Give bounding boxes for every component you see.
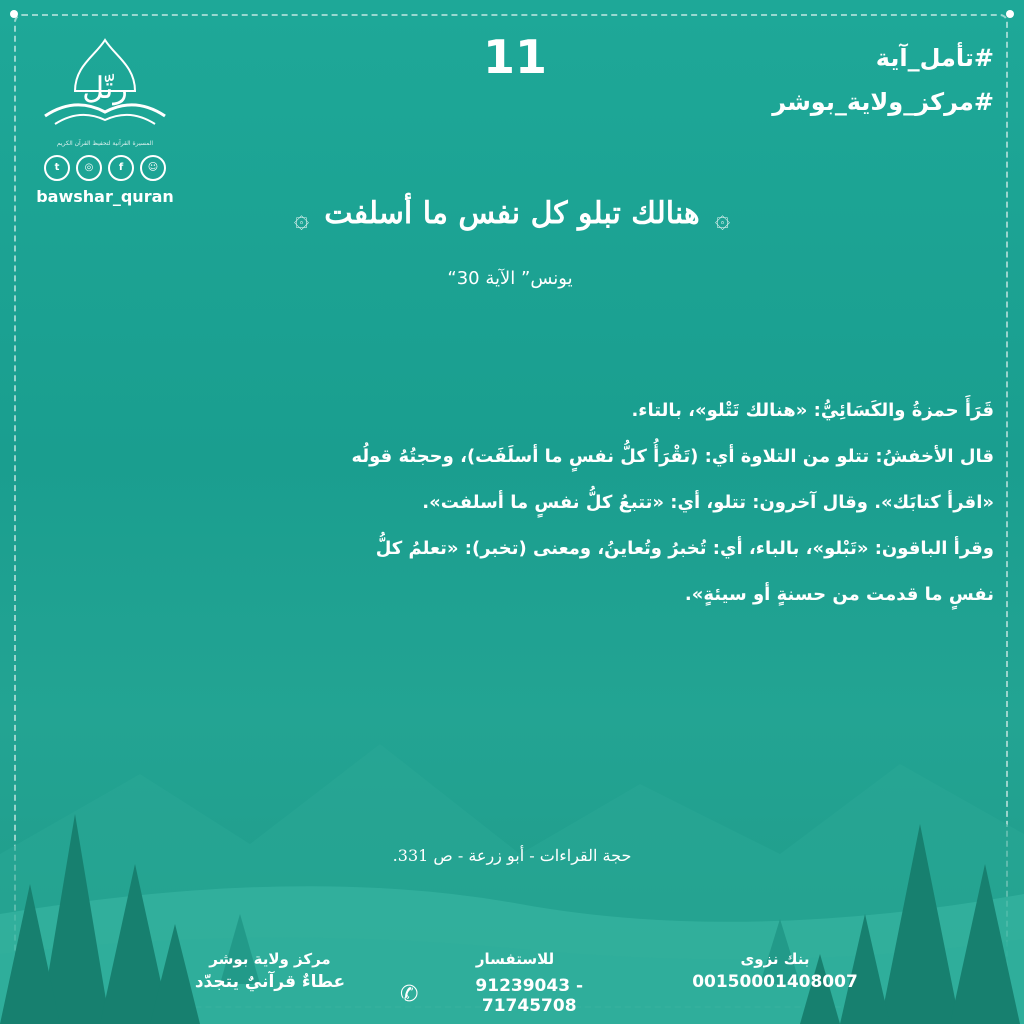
ornament-icon: ۞ bbox=[714, 203, 731, 234]
verse-text: هنالك تبلو كل نفس ما أسلفت bbox=[324, 196, 700, 231]
body-line: وقرأ الباقون: «تَبْلو»، بالباء، أي: تُخبرُ وتُعاينُ، ومعنى (تخبر): «تعلمُ كلُّ bbox=[375, 538, 994, 559]
logo bbox=[30, 36, 180, 206]
quran-logo-icon bbox=[35, 36, 175, 136]
phone-icon: ✆ bbox=[400, 981, 419, 1007]
tafsir-body bbox=[34, 388, 994, 618]
phone-numbers[interactable]: 91239043 - 71745708 bbox=[475, 976, 584, 1016]
body-line: «اقرأ كتابَك». وقال آخرون: تتلو، أي: «تتبعُ كلُّ نفسٍ ما أسلفت». bbox=[422, 492, 994, 513]
ornament-icon: ۞ bbox=[293, 203, 310, 234]
verse-reference: يونس” الآية 30“ bbox=[447, 268, 573, 289]
center-name: مركز ولاية بوشر bbox=[209, 950, 331, 968]
footer-bank bbox=[680, 950, 870, 992]
hashtag: #مركز_ولاية_بوشر bbox=[772, 88, 994, 116]
social-handle[interactable]: bawshar_quran bbox=[36, 187, 174, 206]
twitter-icon[interactable]: t bbox=[44, 155, 70, 181]
hashtags bbox=[772, 36, 994, 124]
slogan: عطاءٌ قرآنيٌ يتجدّد bbox=[194, 972, 346, 992]
frame-corner-dot bbox=[1006, 10, 1014, 18]
body-line: قال الأخفشُ: تتلو من التلاوة أي: (تَقْرَأُ كلُّ نفسٍ ما أسلَفَت)، وحجتُهُ قولُه bbox=[351, 446, 994, 467]
social-icons bbox=[30, 155, 180, 181]
verse-title bbox=[0, 196, 1024, 234]
phone-line bbox=[400, 972, 630, 1016]
bank-label: بنك نزوى bbox=[740, 950, 810, 968]
facebook-icon[interactable]: f bbox=[108, 155, 134, 181]
body-line: قَرَأَ حمزةُ والكَسَائِيُّ: «هنالك تَتْلو»، بالتاء. bbox=[631, 400, 994, 421]
body-line: نفسٍ ما قدمت من حسنةٍ أو سيئةٍ». bbox=[684, 584, 994, 605]
page-number: 11 bbox=[482, 30, 547, 84]
snapchat-icon[interactable]: ☺ bbox=[140, 155, 166, 181]
instagram-icon[interactable]: ◎ bbox=[76, 155, 102, 181]
source-citation: حجة القراءات - أبو زرعة - ص 331. bbox=[392, 846, 632, 865]
frame-corner-dot bbox=[10, 10, 18, 18]
hashtag: #تأمل_آية bbox=[875, 44, 994, 72]
logo-tagline: المسيرة القرآنية لتحفيظ القرآن الكريم bbox=[56, 140, 154, 147]
footer-inquiry bbox=[400, 950, 630, 1016]
logo-calligraphy: رتّل bbox=[82, 71, 128, 106]
inquiry-label: للاستفسار bbox=[475, 950, 555, 968]
footer-center bbox=[190, 950, 350, 992]
bank-account: 00150001408007 bbox=[692, 972, 858, 992]
